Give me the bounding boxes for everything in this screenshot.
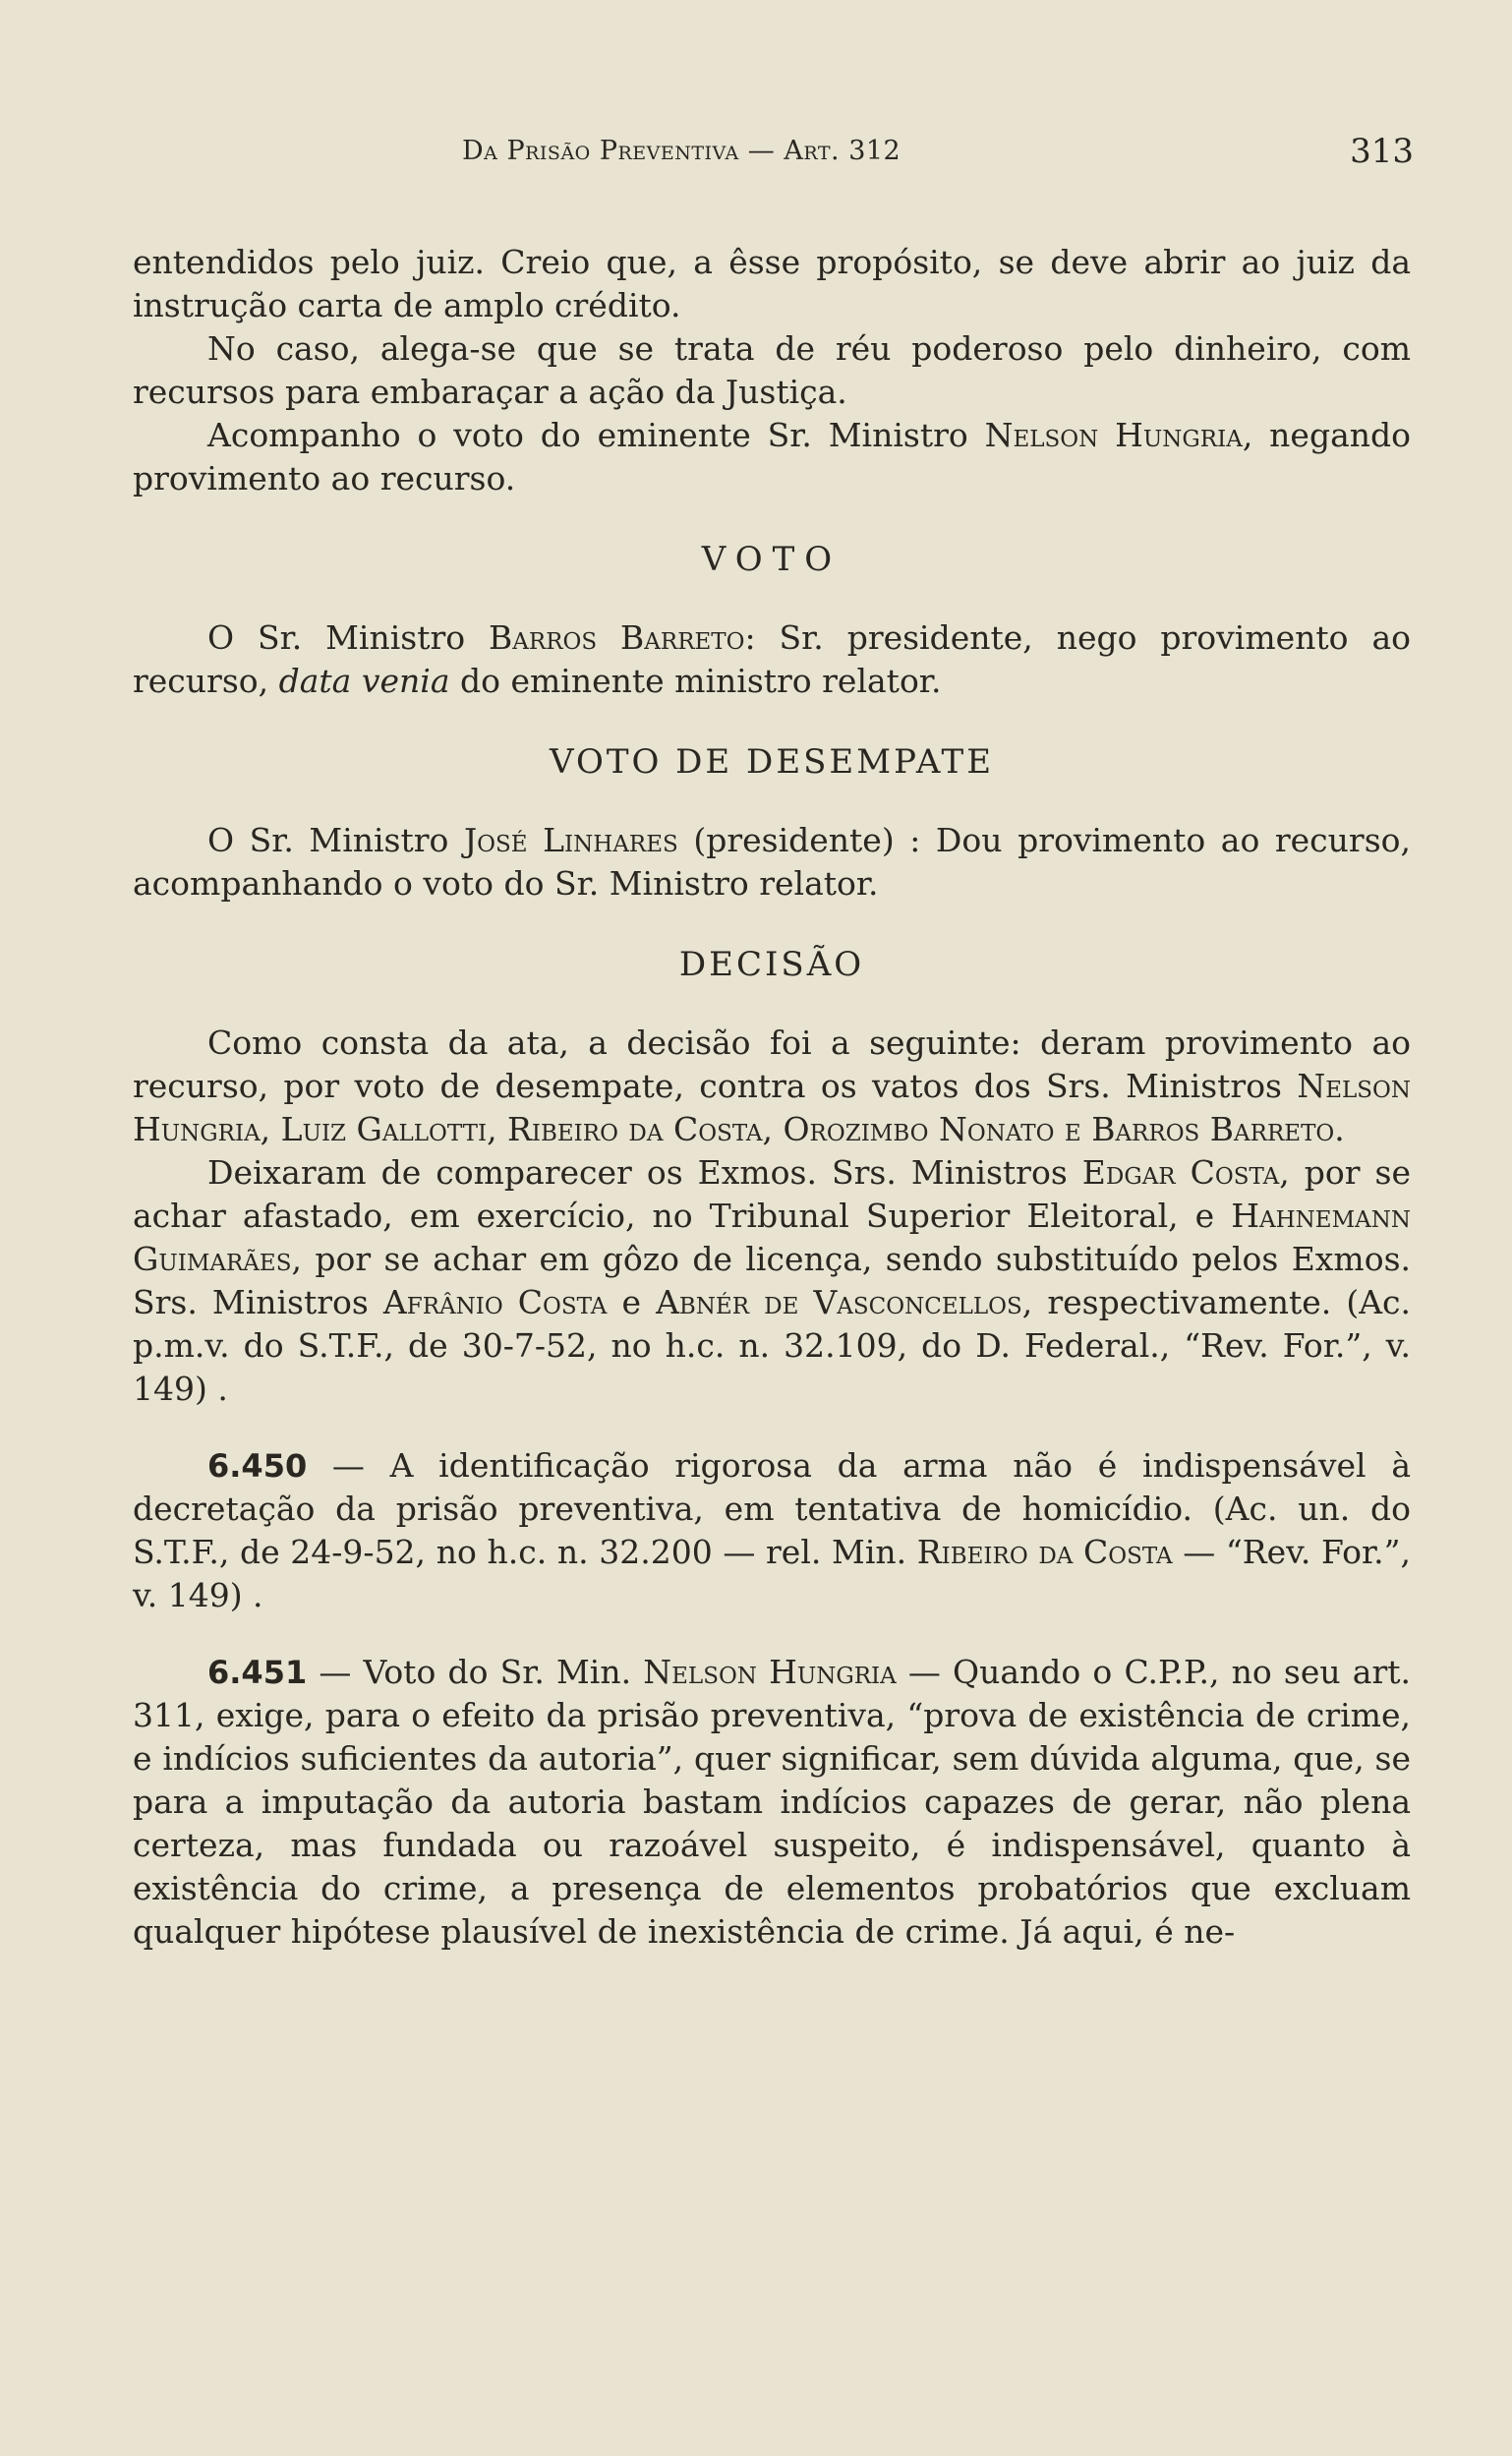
heading-voto: VOTO <box>701 540 843 579</box>
heading-voto-desempate: VOTO DE DESEMPATE <box>549 742 995 782</box>
paragraph-decisao: Como consta da ata, a decisão foi a seguinte: deram provimento ao recurso, por voto de desempate, contra os vatos dos Srs. Ministros Nelson Hungria, Luiz Gallotti, Ribeiro da Costa, Orozimbo Nonato e Barros Barreto. <box>133 1023 1411 1148</box>
paragraph-absences: Deixaram de comparecer os Exmos. Srs. Ministros Edgar Costa, por se achar afastado, em exercício, no Tribunal Superior Eleitoral, e Hahnemann Guimarães, por se achar em gôzo de licença, sendo substituído pelos Exmos. Srs. Ministros Afrânio Costa e Abnér de Vasconcellos, respectivamente. (Ac. p.m.v. do S.T.F., de 30-7-52, no h.c. n. 32.109, do D. Federal., “Rev. For.”, v. 149) . <box>133 1153 1412 1408</box>
page-number: 313 <box>1350 132 1414 171</box>
minister-names: Nelson Hungria, Luiz Gallotti, Ribeiro da Costa, Orozimbo Nonato e Barros Barreto <box>133 1067 1411 1148</box>
minister-name: Afrânio Costa <box>382 1283 608 1321</box>
paragraph-desempate: O Sr. Ministro José Linhares (presidente) : Dou provimento ao recurso, acompanhando o voto do Sr. Ministro relator. <box>133 821 1411 903</box>
entry-number: 6.450 <box>207 1447 308 1485</box>
entry-number: 6.451 <box>207 1654 308 1691</box>
entry-6450: 6.450 — A identificação rigorosa da arma não é indispensável à decretação da prisão preventiva, em tentativa de homicídio. (Ac. un. do S.T.F., de 24-9-52, no h.c. n. 32.200 — rel. Min. Ribeiro da Costa — “Rev. For.”, v. 149) . <box>133 1446 1412 1614</box>
entry-6451: 6.451 — Voto do Sr. Min. Nelson Hungria — Quando o C.P.P., no seu art. 311, exige, para o efeito da prisão preventiva, “prova de existência de crime, e indícios suficientes da autoria”, quer significar, sem dúvida alguma, que, se para a imputação da autoria bastam indícios capazes de gerar, não plena certeza, mas fundada ou razoável suspeito, é indispensável, quanto à existência do crime, a presença de elementos probatórios que excluam qualquer hipótese plausível de inexistência de crime. Já aqui, é ne- <box>133 1653 1411 1951</box>
paragraph-voto: O Sr. Ministro Barros Barreto: Sr. presidente, nego provimento ao recurso, data venia do eminente ministro relator. <box>133 618 1411 700</box>
minister-name: Ribeiro da Costa <box>916 1533 1173 1571</box>
minister-name: Hahnemann Guimarães <box>133 1197 1411 1278</box>
section-gap <box>133 1617 1411 1651</box>
minister-name: Edgar Costa <box>1081 1153 1280 1192</box>
paragraph-continuation: entendidos pelo juiz. Creio que, a êsse propósito, se deve abrir ao juiz da instrução carta de amplo crédito. <box>133 243 1411 324</box>
latin-phrase: data venia <box>278 662 450 700</box>
minister-name: José Linhares <box>463 821 678 859</box>
paragraph-vote-follow: Acompanho o voto do eminente Sr. Ministro Nelson Hungria, negando provimento ao recurso. <box>133 416 1412 497</box>
paragraph-case: No caso, alega-se que se trata de réu poderoso pelo dinheiro, com recursos para embaraçar a ação da Justiça. <box>133 329 1411 411</box>
minister-name: Nelson Hungria <box>643 1653 897 1691</box>
minister-name: Nelson Hungria <box>984 416 1243 454</box>
page-body <box>133 241 1411 1954</box>
minister-name: Abnér de Vasconcellos <box>656 1283 1022 1321</box>
minister-name: Barros Barreto <box>489 618 745 657</box>
heading-decisao: DECISÃO <box>678 945 865 984</box>
running-head: Da Prisão Preventiva — Art. 312 <box>462 136 901 166</box>
section-gap <box>133 1411 1411 1444</box>
